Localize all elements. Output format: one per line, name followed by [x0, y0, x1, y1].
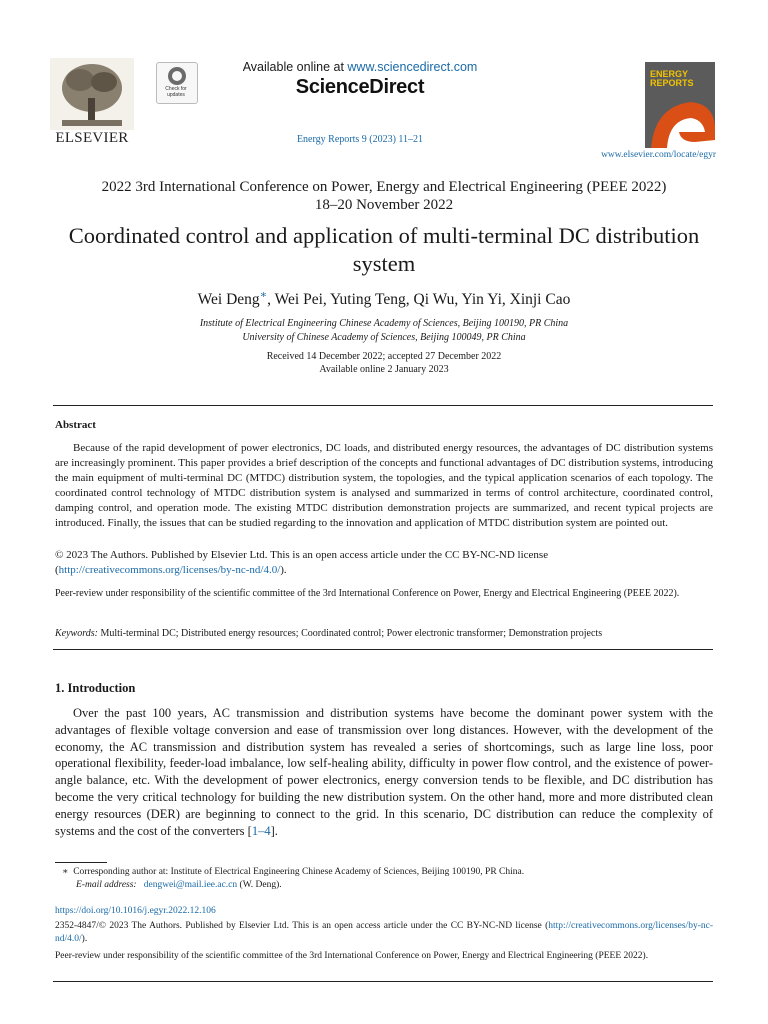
- journal-homepage-link[interactable]: www.elsevier.com/locate/egyr: [601, 150, 716, 160]
- divider-top: [53, 405, 713, 406]
- keywords-line: [55, 628, 713, 639]
- author-first: Wei Deng: [197, 291, 260, 309]
- issn-text: 2352-4847/© 2023 The Authors. Published by Elsevier Ltd. This is an open access article under the CC BY-NC-ND license (: [55, 921, 549, 931]
- footnote-marker: ∗: [62, 867, 69, 877]
- abstract-heading: Abstract: [55, 419, 96, 431]
- author-rest: , Wei Pei, Yuting Teng, Qi Wu, Yin Yi, Xinji Cao: [267, 291, 571, 309]
- section-heading: 1. Introduction: [55, 681, 136, 695]
- footer-divider: [53, 981, 713, 982]
- intro-body: Over the past 100 years, AC transmission and distribution systems have become the dominant power system with the advantages of flexible voltage conversion and ease of transmission over long distances. However, with the development of the economy, the AC transmission and distribution system has revealed a series of shortcomings, such as large line loss, poor operational flexibility, feeder-load imbalance, low self-healing ability, difficulty in power flow control, and the existence of power-angle balance, etc. With the development of power electronics, energy conversion tends to be flexible, and DC distribution has become the very critical technology for building the new distribution system. On the other hand, more and more distributed clean energy resources (DER) are beginning to connect to the grid. In this scenario, DC distribution can reduce the complexity of systems and the cost of the converters: [55, 706, 713, 838]
- issn-line: [55, 920, 713, 946]
- issn-close: ).: [81, 934, 88, 944]
- peer-review-note: Peer-review under responsibility of the scientific committee of the 3rd International Conference on Power, Energy and Electrical Engineering (PEEE 2022).: [55, 588, 680, 599]
- affiliation-1: Institute of Electrical Engineering Chinese Academy of Sciences, Beijing 100190, PR China: [199, 318, 569, 329]
- available-online-line: [160, 60, 560, 74]
- corresponding-author-marker[interactable]: ∗: [259, 289, 268, 301]
- doi-link[interactable]: https://doi.org/10.1016/j.egyr.2022.12.106: [55, 906, 216, 916]
- received-dates: Received 14 December 2022; accepted 27 December 2022: [266, 351, 502, 362]
- keywords-text: Multi-terminal DC; Distributed energy resources; Coordinated control; Power electronic transformer; Demonstration projects: [100, 628, 603, 639]
- footer-license-link[interactable]: http://creativecommons.org/licenses/by-nc-nd/4.0/: [55, 921, 713, 944]
- check-updates-label: Check for updates: [165, 86, 187, 98]
- email-link[interactable]: dengwei@mail.iee.ac.cn: [143, 880, 238, 890]
- citation-link[interactable]: 1–4: [251, 823, 271, 838]
- footnote-text: Corresponding author at: Institute of Electrical Engineering Chinese Academy of Sciences, Beijing 100190, PR China.: [73, 867, 525, 877]
- sciencedirect-link[interactable]: www.sciencedirect.com: [347, 60, 478, 74]
- email-label: E-mail address:: [76, 880, 137, 890]
- conference-name: 2022 3rd International Conference on Power, Energy and Electrical Engineering (PEEE 2022): [101, 179, 667, 195]
- available-prefix: Available online at: [242, 60, 348, 74]
- footnote-rule: [55, 862, 107, 863]
- affiliation-2: University of Chinese Academy of Sciences, Beijing 100049, PR China: [242, 332, 526, 343]
- cite-close: ].: [270, 823, 278, 838]
- footnote-email: [76, 880, 676, 890]
- available-online-date: Available online 2 January 2023: [319, 364, 449, 375]
- divider-bottom: [53, 649, 713, 650]
- email-suffix: (W. Deng).: [237, 880, 282, 890]
- keywords-label: Keywords:: [55, 628, 98, 639]
- publisher-name: ELSEVIER: [55, 130, 129, 146]
- license-link[interactable]: http://creativecommons.org/licenses/by-nc-nd/4.0/: [58, 564, 281, 576]
- conference-dates: 18–20 November 2022: [314, 197, 454, 213]
- cover-title: ENERGY REPORTS: [650, 69, 694, 88]
- paper-title: Coordinated control and application of multi-terminal DC distribution system: [68, 223, 700, 276]
- copyright-notice: © 2023 The Authors. Published by Elsevier Ltd. This is an open access article under the CC BY-NC-ND license (http://creativecommons.org/licenses/by-nc-nd/4.0/).: [55, 549, 549, 576]
- footnote-corresponding: [62, 866, 712, 877]
- cite-open: [: [247, 823, 252, 838]
- footer-peer-review: Peer-review under responsibility of the scientific committee of the 3rd International Conference on Power, Energy and Electrical Engineering (PEEE 2022).: [55, 951, 649, 961]
- sciencedirect-brand: ScienceDirect: [295, 76, 425, 98]
- copyright-text: © 2023 The Authors. Published by Elsevier Ltd. This is an open access article under the CC BY-NC-ND license: [55, 549, 549, 561]
- intro-paragraph: [55, 705, 713, 839]
- abstract-text: Because of the rapid development of power electronics, DC loads, and distributed energy resources, the advantages of DC distribution systems are increasingly prominent. This paper provides a brief description of the concepts and functional advantages of DC distribution systems, introducing the main equipment of multi-terminal DC (MTDC) distribution system, the topologies, and the typical application scenarios of each topology. The coordinated control technology of MTDC distribution system is analysed and summarized in terms of control architecture, coordinated control, damping control, and operation mode. The existing MTDC distribution demonstration projects are summarized, and recent typical projects are introduced. Finally, the issues that can be studied regarding to the innovation and application of MTDC distribution system are pointed out.: [55, 442, 713, 529]
- journal-reference[interactable]: Energy Reports 9 (2023) 11–21: [296, 134, 424, 145]
- author-list: [20, 288, 748, 309]
